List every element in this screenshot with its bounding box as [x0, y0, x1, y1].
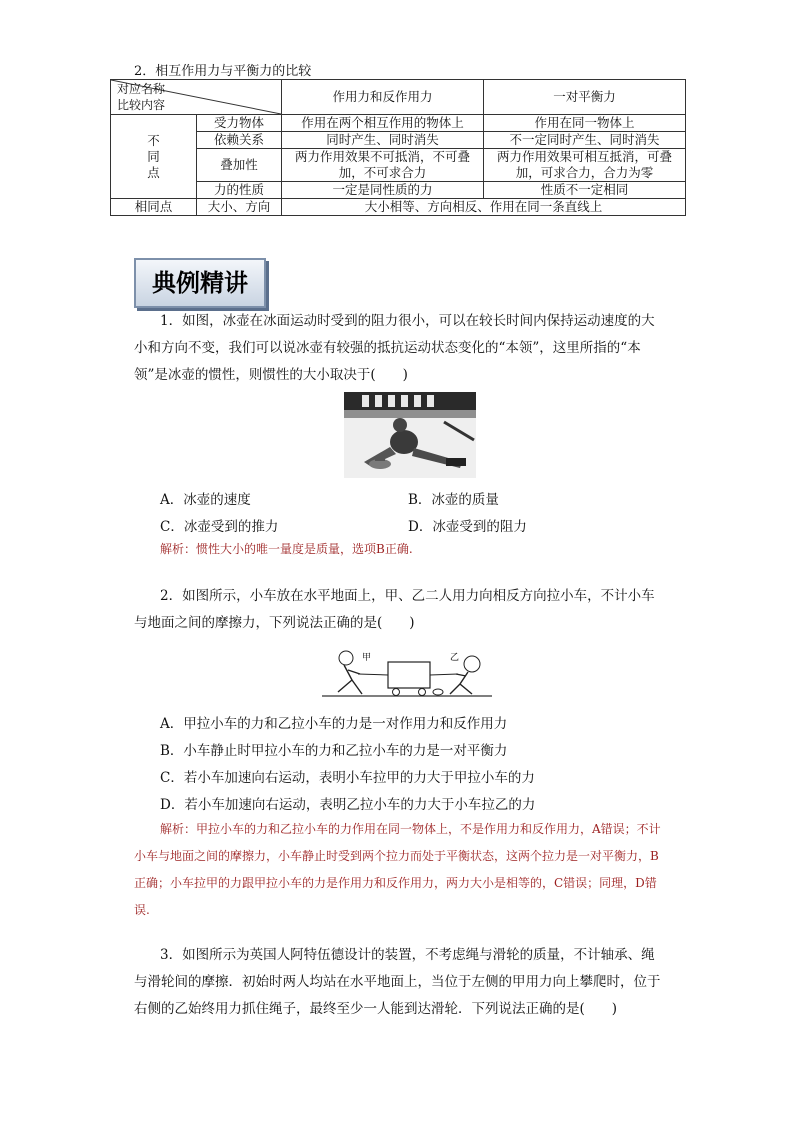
question-2-stem: 2．如图所示，小车放在水平地面上，甲、乙二人用力向相反方向拉小车，不计小车与地面之间的摩擦力，下列说法正确的是( ) — [134, 588, 655, 631]
diff-label-char: 同 — [147, 148, 160, 164]
row-value-b: 性质不一定相同 — [484, 182, 686, 199]
curling-photo — [344, 392, 476, 478]
diff-label-cell — [111, 115, 197, 199]
question-1-stem: 1．如图，冰壶在冰面运动时受到的阻力很小，可以在较长时间内保持运动速度的大小和方向不变，我们可以说冰壶有较强的抵抗运动状态变化的“本领”，这里所指的“本领”是冰壶的惯性，则惯性的大小取决于( ) — [134, 313, 655, 383]
q1-answer: 解析：惯性大小的唯一量度是质量，选项B正确. — [160, 542, 413, 556]
table-corner-cell — [111, 80, 282, 115]
row-value-a: 作用在两个相互作用的物体上 — [282, 115, 484, 132]
q1-option-a: A．冰壶的速度 — [160, 492, 251, 508]
row-value-a: 同时产生、同时消失 — [282, 132, 484, 149]
q1-option-b: B．冰壶的质量 — [408, 492, 499, 508]
q2-option-b: B．小车静止时甲拉小车的力和乙拉小车的力是一对平衡力 — [160, 743, 508, 759]
row-value-a: 两力作用效果不可抵消，不可叠加，不可求合力 — [282, 149, 484, 182]
q2-option-c: C．若小车加速向右运动，表明小车拉甲的力大于甲拉小车的力 — [160, 770, 535, 786]
corner-top-label: 对应名称 — [117, 82, 166, 96]
diff-label-char: 不 — [147, 132, 160, 148]
row-label: 叠加性 — [197, 149, 282, 182]
q2-option-d: D．若小车加速向右运动，表明乙拉小车的力大于小车拉乙的力 — [160, 797, 536, 813]
row-value-b: 两力作用效果可相互抵消，可叠加，可求合力，合力为零 — [484, 149, 686, 182]
q2-option-a: A．甲拉小车的力和乙拉小车的力是一对作用力和反作用力 — [160, 716, 508, 732]
question-3-stem: 3．如图所示为英国人阿特伍德设计的装置，不考虑绳与滑轮的质量，不计轴承、绳与滑轮间的摩擦．初始时两人均站在水平地面上，当位于左侧的甲用力向上攀爬时，位于右侧的乙始终用力抓住绳子，最终至少一人能到达滑轮．下列说法正确的是( ) — [134, 947, 661, 1017]
row-value-b: 作用在同一物体上 — [484, 115, 686, 132]
header-balance-force: 一对平衡力 — [484, 80, 686, 115]
figure-label-jia: 甲 — [362, 653, 372, 663]
same-label: 相同点 — [111, 199, 197, 216]
comparison-table — [110, 79, 686, 216]
q1-option-d: D．冰壶受到的阻力 — [408, 519, 527, 535]
q1-option-c: C．冰壶受到的推力 — [160, 519, 279, 535]
row-label: 力的性质 — [197, 182, 282, 199]
diff-label-char: 点 — [147, 164, 160, 180]
row-label: 依赖关系 — [197, 132, 282, 149]
row-value-b: 不一定同时产生、同时消失 — [484, 132, 686, 149]
figure-label-yi: 乙 — [450, 653, 460, 663]
header-action-reaction: 作用力和反作用力 — [282, 80, 484, 115]
cart-tug-figure — [322, 644, 492, 702]
row-label: 受力物体 — [197, 115, 282, 132]
example-banner: 典例精讲 — [134, 258, 266, 308]
same-sub-label: 大小、方向 — [197, 199, 282, 216]
q2-answer: 解析：甲拉小车的力和乙拉小车的力作用在同一物体上，不是作用力和反作用力，A错误；不计小车与地面之间的摩擦力，小车静止时受到两个拉力而处于平衡状态，这两个拉力是一对平衡力，B正确；小车拉甲的力跟甲拉小车的力是作用力和反作用力，两力大小是相等的，C错误；同理，D错误. — [134, 822, 661, 917]
row-value-a: 一定是同性质的力 — [282, 182, 484, 199]
corner-bottom-label: 比较内容 — [117, 98, 166, 112]
section-title: 2．相互作用力与平衡力的比较 — [134, 64, 312, 79]
same-value: 大小相等、方向相反、作用在同一条直线上 — [282, 199, 686, 216]
